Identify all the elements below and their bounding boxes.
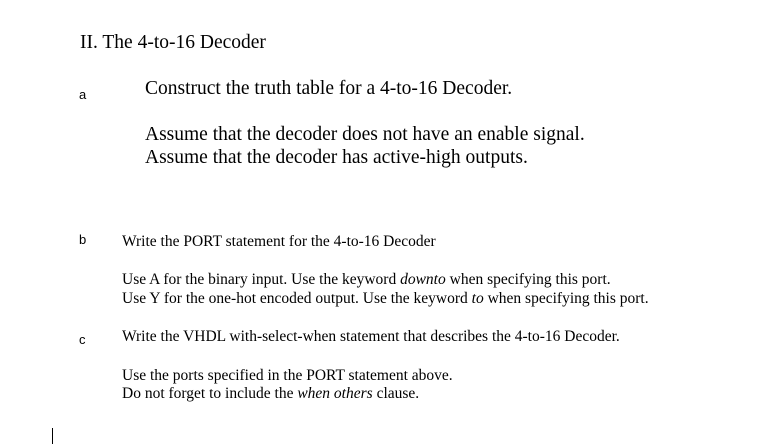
part-b-line-2-tail: when specifying this port. <box>483 290 649 307</box>
part-a-label: a <box>79 87 87 102</box>
keyword-when-others: when others <box>297 385 373 402</box>
section-title: II. The 4-to-16 Decoder <box>80 32 266 53</box>
part-c-line-2-text: Do not forget to include the <box>122 385 298 402</box>
part-c-line-2 <box>122 385 419 403</box>
part-b-line-2-text: Use Y for the one-hot encoded output. Use the keyword <box>122 290 472 307</box>
text-cursor <box>52 428 53 444</box>
keyword-downto: downto <box>400 271 446 288</box>
part-b-line-2 <box>122 290 649 308</box>
part-a-note-2: Assume that the decoder has active-high outputs. <box>145 147 528 168</box>
part-c-label: c <box>79 332 86 347</box>
part-b-line-1 <box>122 271 611 289</box>
part-b-line-1-text: Use A for the binary input. Use the keyword <box>122 271 401 288</box>
part-b-label: b <box>79 232 87 247</box>
part-c-line-2-tail: clause. <box>372 385 420 402</box>
part-b-prompt: Write the PORT statement for the 4-to-16 Decoder <box>122 233 436 250</box>
part-c-line-1: Use the ports specified in the PORT statement above. <box>122 367 453 384</box>
part-c-prompt: Write the VHDL with-select-when statement that describes the 4-to-16 Decoder. <box>122 328 620 345</box>
part-a-note-1: Assume that the decoder does not have an enable signal. <box>145 124 585 145</box>
keyword-to: to <box>471 290 484 307</box>
part-a-prompt: Construct the truth table for a 4-to-16 Decoder. <box>145 78 513 99</box>
part-b-line-1-tail: when specifying this port. <box>445 271 611 288</box>
